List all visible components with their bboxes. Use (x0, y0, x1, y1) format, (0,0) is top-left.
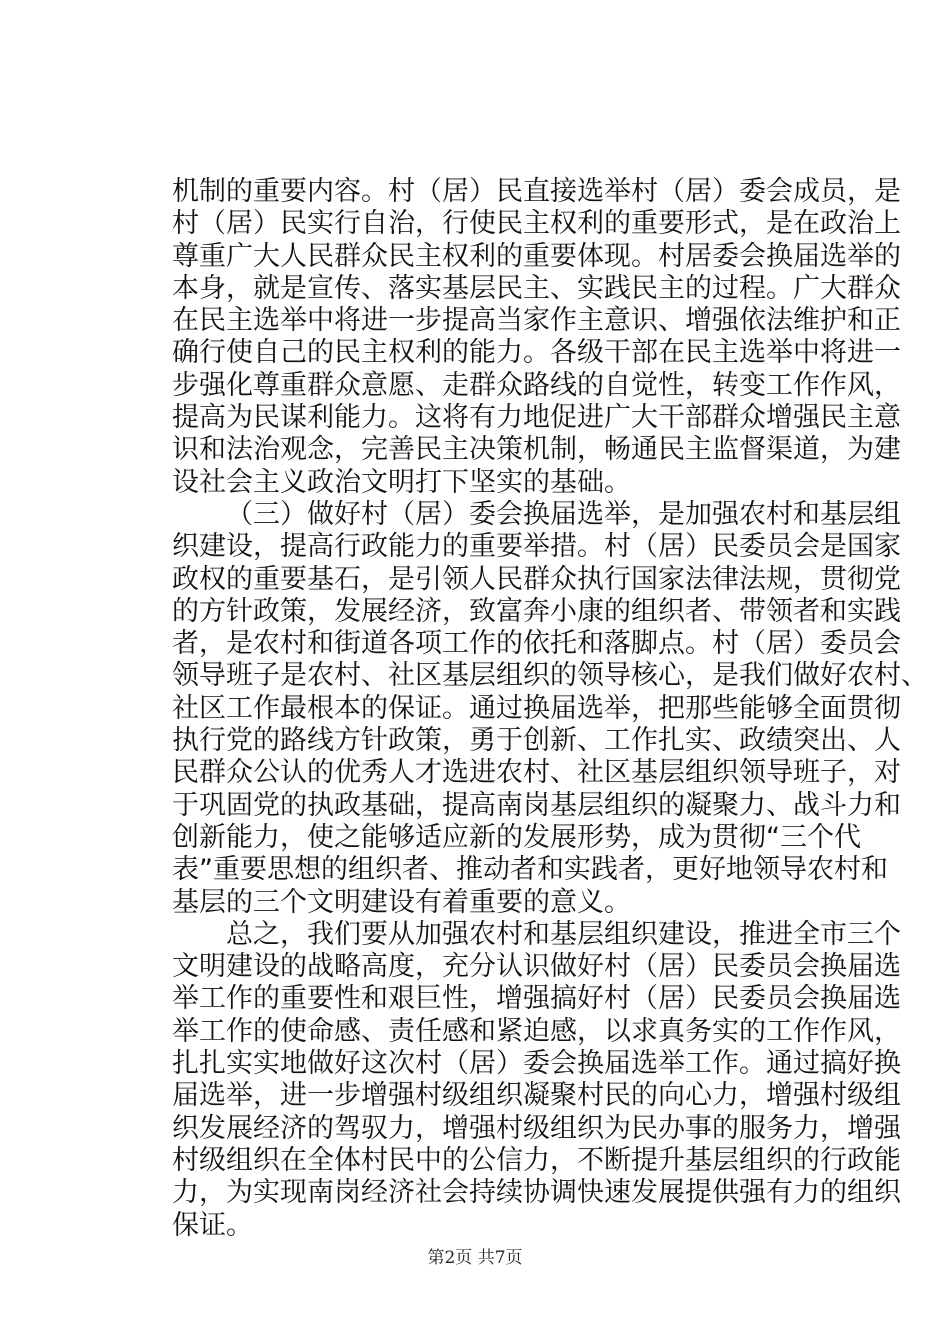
text-line: 织建设，提高行政能力的重要举措。村（居）民委员会是国家 (172, 531, 901, 563)
text-line: 保证。 (172, 1209, 253, 1241)
text-line: 者，是农村和街道各项工作的依托和落脚点。村（居）委员会 (172, 628, 901, 660)
text-line: 领导班子是农村、社区基层组织的领导核心，是我们做好农村、 (172, 660, 928, 692)
text-line: （三）做好村（居）委会换届选举，是加强农村和基层组 (226, 498, 901, 530)
text-line: 举工作的重要性和艰巨性，增强搞好村（居）民委员会换届选 (172, 983, 901, 1015)
text-line: 步强化尊重群众意愿、走群众路线的自觉性，转变工作作风， (172, 369, 901, 401)
text-line: 机制的重要内容。村（居）民直接选举村（居）委会成员，是 (172, 176, 901, 207)
text-line: 确行使自己的民主权利的能力。各级干部在民主选举中将进一 (172, 337, 901, 369)
text-line: 的方针政策，发展经济，致富奔小康的组织者、带领者和实践 (172, 595, 901, 627)
text-line: 文明建设的战略高度，充分认识做好村（居）民委员会换届选 (172, 951, 901, 983)
text-line: 民群众公认的优秀人才选进农村、社区基层组织领导班子，对 (172, 757, 901, 789)
text-line: 设社会主义政治文明打下坚实的基础。 (172, 466, 631, 498)
text-line: 社区工作最根本的保证。通过换届选举，把那些能够全面贯彻 (172, 692, 901, 724)
text-line: 扎扎实实地做好这次村（居）委会换届选举工作。通过搞好换 (172, 1048, 901, 1080)
text-line: 届选举，进一步增强村级组织凝聚村民的向心力，增强村级组 (172, 1080, 901, 1112)
text-line: 创新能力，使之能够适应新的发展形势，成为贯彻“三个代 (172, 821, 861, 853)
text-line: 于巩固党的执政基础，提高南岗基层组织的凝聚力、战斗力和 (172, 789, 901, 821)
text-line: 基层的三个文明建设有着重要的意义。 (172, 886, 631, 918)
text-line: 村（居）民实行自治，行使民主权利的重要形式，是在政治上 (172, 208, 901, 240)
text-line: 织发展经济的驾驭力，增强村级组织为民办事的服务力，增强 (172, 1112, 901, 1144)
document-body (172, 176, 928, 1242)
text-line: 表”重要思想的组织者、推动者和实践者，更好地领导农村和 (172, 854, 888, 886)
page-number-footer: 第2页 共7页 (427, 1248, 523, 1268)
text-line: 力，为实现南岗经济社会持续协调快速发展提供强有力的组织 (172, 1177, 901, 1209)
text-line: 总之，我们要从加强农村和基层组织建设，推进全市三个 (226, 918, 901, 950)
text-line: 执行党的路线方针政策，勇于创新、工作扎实、政绩突出、人 (172, 725, 901, 757)
text-line: 举工作的使命感、责任感和紧迫感，以求真务实的工作作风， (172, 1015, 901, 1047)
text-line: 本身，就是宣传、落实基层民主、实践民主的过程。广大群众 (172, 272, 901, 304)
text-line: 在民主选举中将进一步提高当家作主意识、增强依法维护和正 (172, 305, 901, 337)
text-line: 提高为民谋利能力。这将有力地促进广大干部群众增强民主意 (172, 402, 901, 434)
text-line: 政权的重要基石，是引领人民群众执行国家法律法规，贯彻党 (172, 563, 901, 595)
text-line: 尊重广大人民群众民主权利的重要体现。村居委会换届选举的 (172, 240, 901, 272)
text-line: 村级组织在全体村民中的公信力，不断提升基层组织的行政能 (172, 1144, 901, 1176)
text-line: 识和法治观念，完善民主决策机制，畅通民主监督渠道，为建 (172, 434, 901, 466)
